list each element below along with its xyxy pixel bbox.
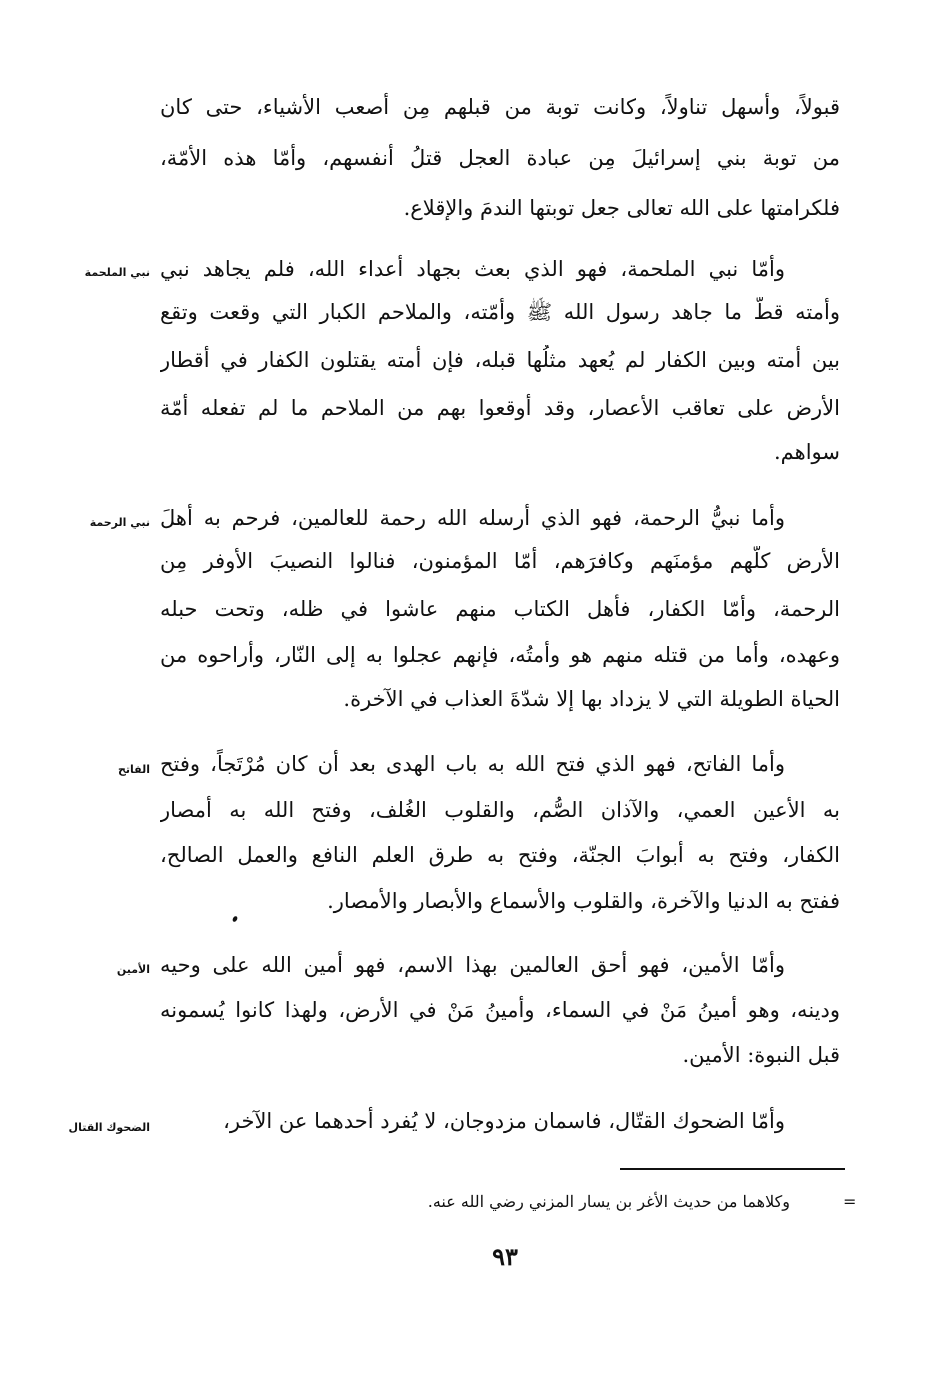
body-line: وعهده، وأما من قتله منهم هو وأمتُه، فإنهم عجلوا به إلى النّار، وأراحوه من	[160, 643, 840, 667]
body-line: وأمّا نبي الملحمة، فهو الذي بعث بجهاد أعداء الله، فلم يجاهد نبي	[160, 257, 785, 281]
body-line: به الأعين العمي، والآذان الصُّم، والقلوب الغُلف، وفتح الله به أمصار	[160, 798, 840, 822]
body-line: وأما الفاتح، فهو الذي فتح الله به باب الهدى بعد أن كان مُرْتَجاً، وفتح	[160, 752, 785, 776]
body-line: وأما نبيُّ الرحمة، فهو الذي أرسله الله رحمة للعالمين، فرحم به أهلَ	[160, 506, 785, 530]
margin-note-nabi-al-malhama: نبي الملحمة	[84, 266, 150, 279]
page-number: ٩٣	[492, 1242, 518, 1271]
body-line: ودينه، وهو أمينُ مَنْ في السماء، وأمينُ مَنْ في الأرض، ولهذا كانوا يُسمونه	[160, 998, 840, 1022]
body-line: بين أمته وبين الكفار لم يُعهد مثلُها قبله، فإن أمته يقتلون الكفار في أقطار	[160, 348, 840, 372]
body-line: من توبة بني إسرائيلَ مِن عبادة العجل قتلُ أنفسهم، وأمّا هذه الأمّة،	[160, 146, 840, 170]
body-line: ففتح به الدنيا والآخرة، والقلوب والأسماع والأبصار والأمصار.	[327, 889, 840, 913]
body-line: قبولاً، وأسهل تناولاً، وكانت توبة من قبلهم مِن أصعب الأشياء، حتى كان	[160, 95, 840, 119]
body-line: الحياة الطويلة التي لا يزداد بها إلا شدّةَ العذاب في الآخرة.	[343, 687, 840, 711]
body-line: الرحمة، وأمّا الكفار، فأهل الكتاب منهم عاشوا في ظله، وتحت حبله	[160, 597, 840, 621]
body-line: وأمّا الأمين، فهو أحق العالمين بهذا الاسم، فهو أمين الله على وحيه	[160, 953, 785, 977]
body-line: وأمته قطُّ ما جاهد رسول الله ﷺ وأمّته، والملاحم الكبار التي وقعت وتقع	[160, 300, 840, 324]
margin-note-ad-dahuk-al-qattal: الضحوك القتال	[68, 1121, 150, 1134]
footnote-divider	[620, 1168, 845, 1170]
margin-note-al-amin: الأمين	[116, 963, 150, 976]
body-line: الأرض كلّهم مؤمنَهم وكافرَهم، أمّا المؤمنون، فنالوا النصيبَ الأوفر مِن	[160, 549, 840, 573]
footnote-marker: =	[843, 1192, 857, 1211]
body-line: سواهم.	[773, 440, 840, 464]
body-line: وأمّا الضحوك القتّال، فاسمان مزدوجان، لا يُفرد أحدهما عن الآخر،	[223, 1109, 785, 1133]
body-line: قبل النبوة: الأمين.	[682, 1043, 840, 1067]
body-line: الكفار، وفتح به أبوابَ الجنّة، وفتح به طرق العلم النافع والعمل الصالح،	[160, 843, 840, 867]
margin-note-nabi-ar-rahma: نبي الرحمة	[89, 516, 150, 529]
body-line: الأرض على تعاقب الأعصار، وقد أوقعوا بهم من الملاحم ما لم تفعله أمّة	[160, 396, 840, 420]
body-line: فلكرامتها على الله تعالى جعل توبتها الندمَ والإقلاع.	[403, 196, 840, 220]
footnote-text: وكلاهما من حديث الأغر بن يسار المزني رضي الله عنه.	[427, 1192, 790, 1211]
margin-note-al-fatih: الفاتح	[117, 763, 150, 776]
ink-mark	[232, 915, 239, 922]
